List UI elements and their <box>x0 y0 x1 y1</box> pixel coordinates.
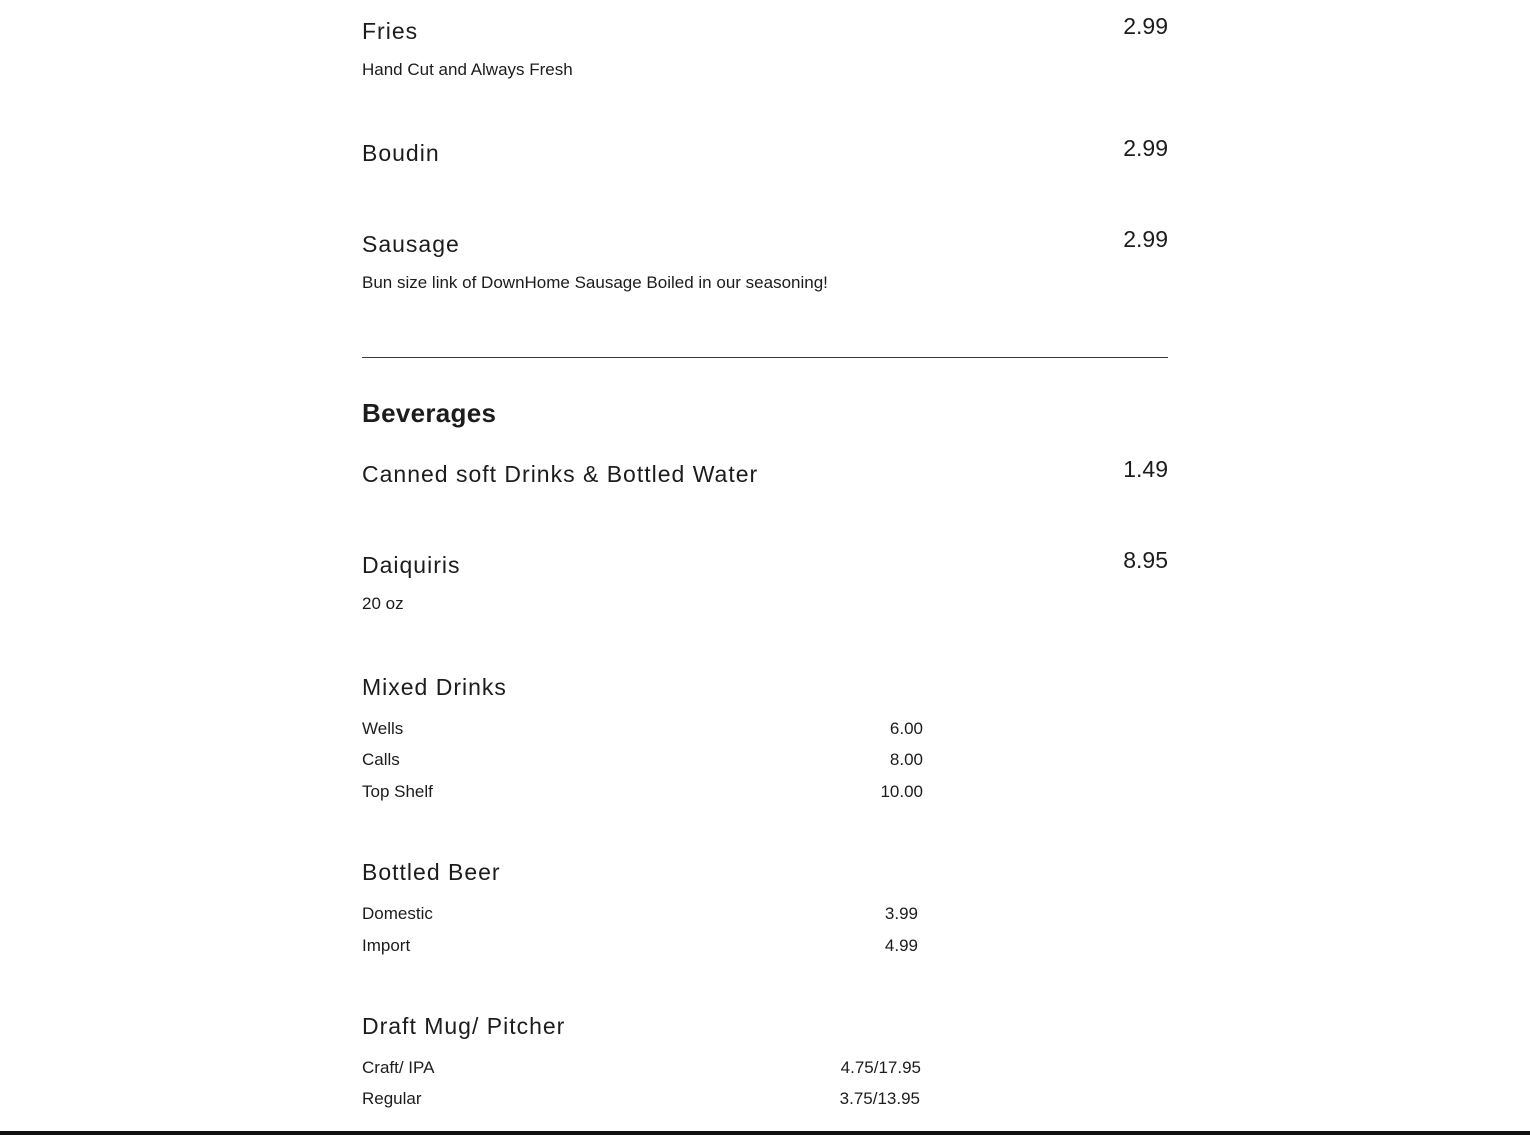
group-title-draft: Draft Mug/ Pitcher <box>362 1013 566 1039</box>
row-label: Import <box>362 936 411 955</box>
group-title-bottled-beer: Bottled Beer <box>362 859 501 885</box>
row-label: Top Shelf <box>362 782 433 801</box>
price-row <box>362 935 924 957</box>
row-label: Regular <box>362 1089 422 1108</box>
row-label: Calls <box>362 750 400 769</box>
item-price: 1.49 <box>1123 456 1168 482</box>
row-value: 3.75/13.95 <box>839 1089 920 1108</box>
row-value: 4.99 <box>884 936 918 955</box>
group-title-mixed-drinks: Mixed Drinks <box>362 674 507 700</box>
price-row <box>362 749 924 771</box>
price-row <box>362 781 924 803</box>
row-value: 4.75/17.95 <box>840 1058 921 1077</box>
row-value: 10.00 <box>880 782 923 801</box>
row-value: 8.00 <box>889 750 923 769</box>
section-title-beverages: Beverages <box>362 398 497 428</box>
item-price: 2.99 <box>1123 135 1168 161</box>
item-price: 2.99 <box>1123 13 1168 39</box>
item-name: Boudin <box>362 140 440 166</box>
item-price: 2.99 <box>1123 226 1168 252</box>
item-description: 20 oz <box>362 594 404 613</box>
item-description: Hand Cut and Always Fresh <box>362 60 573 79</box>
price-row <box>362 1088 924 1110</box>
row-label: Domestic <box>362 904 433 923</box>
row-value: 3.99 <box>884 904 918 923</box>
item-name: Sausage <box>362 231 460 257</box>
item-name: Fries <box>362 18 419 44</box>
bottom-bar <box>0 1131 1530 1135</box>
row-label: Wells <box>362 719 404 738</box>
row-label: Craft/ IPA <box>362 1058 435 1077</box>
item-name: Daiquiris <box>362 552 461 578</box>
item-description: Bun size link of DownHome Sausage Boiled in our seasoning! <box>362 273 828 292</box>
price-row <box>362 718 924 740</box>
item-price: 8.95 <box>1123 547 1168 573</box>
price-row <box>362 903 924 925</box>
section-divider <box>362 357 1168 358</box>
item-name: Canned soft Drinks & Bottled Water <box>362 461 759 487</box>
price-row <box>362 1057 924 1079</box>
row-value: 6.00 <box>889 719 923 738</box>
